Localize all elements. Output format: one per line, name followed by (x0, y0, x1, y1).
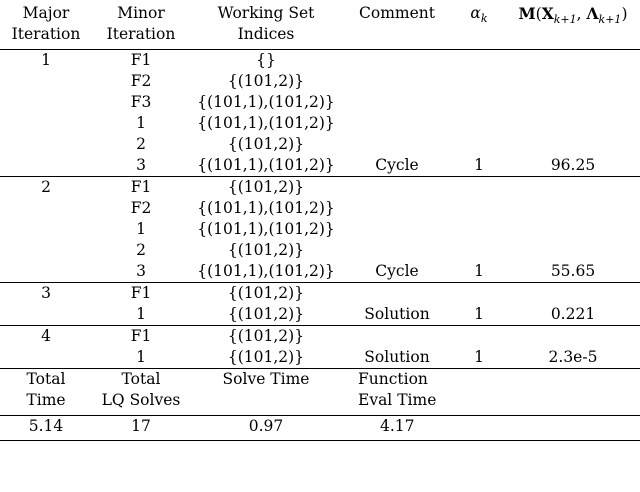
major-cell (0, 155, 92, 177)
major-cell (0, 134, 92, 155)
header-comment: Comment (359, 4, 435, 22)
minor-cell: 1 (136, 348, 146, 366)
alpha-cell (452, 92, 506, 113)
working-set-cell: {(101,1),(101,2)} (197, 93, 335, 111)
working-set-cell: {} (256, 51, 276, 69)
major-cell (0, 347, 92, 369)
major-cell (0, 113, 92, 134)
table-row (0, 134, 640, 155)
comment-cell (342, 71, 452, 92)
alpha-cell (452, 71, 506, 92)
alpha-cell (452, 240, 506, 261)
table-row (0, 155, 640, 177)
table-row (0, 219, 640, 240)
working-set-cell: {(101,1),(101,2)} (197, 199, 335, 217)
working-set-cell: {(101,2)} (227, 178, 305, 196)
table-row (0, 92, 640, 113)
table-body (0, 50, 640, 369)
comment-cell (342, 177, 452, 199)
merit-cell (506, 198, 640, 219)
summary-header-solve-time: Solve Time (222, 370, 310, 388)
alpha-cell: 1 (474, 262, 484, 280)
merit-cell: 0.221 (550, 305, 596, 323)
comment-cell (342, 134, 452, 155)
minor-cell: F1 (130, 178, 152, 196)
comment-cell (342, 326, 452, 348)
comment-cell (342, 240, 452, 261)
alpha-cell (452, 283, 506, 305)
minor-cell: F1 (130, 327, 152, 345)
comment-cell (342, 113, 452, 134)
minor-cell: 3 (136, 262, 146, 280)
summary-header-total-time: Total Time (26, 370, 66, 409)
major-cell (0, 219, 92, 240)
major-cell: 4 (41, 327, 51, 345)
major-cell (0, 92, 92, 113)
summary-header-row (0, 369, 640, 416)
summary-header-lq-solves: Total LQ Solves (101, 370, 181, 409)
header-alpha: $\alpha_k$ (470, 4, 488, 26)
major-cell (0, 261, 92, 283)
minor-cell: 1 (136, 305, 146, 323)
header-merit: $M(X_{k+1}$, $\Lambda_{k+1}$) (518, 4, 628, 27)
table-row (0, 261, 640, 283)
working-set-cell: {(101,2)} (227, 135, 305, 153)
merit-cell (506, 92, 640, 113)
comment-cell: Cycle (375, 156, 419, 174)
major-cell: 1 (41, 51, 51, 69)
alpha-cell: 1 (474, 156, 484, 174)
merit-cell (506, 113, 640, 134)
table-row (0, 71, 640, 92)
alpha-cell (452, 113, 506, 134)
alpha-cell: 1 (474, 348, 484, 366)
table-row (0, 198, 640, 219)
minor-cell: 1 (136, 220, 146, 238)
major-cell (0, 71, 92, 92)
merit-cell (506, 240, 640, 261)
alpha-cell: 1 (474, 305, 484, 323)
working-set-cell: {(101,1),(101,2)} (197, 156, 335, 174)
header-working-set: Working Set Indices (217, 4, 315, 43)
merit-cell (506, 71, 640, 92)
table-row (0, 177, 640, 199)
table-row (0, 326, 640, 348)
merit-cell (506, 219, 640, 240)
comment-cell (342, 50, 452, 72)
minor-cell: F3 (130, 93, 152, 111)
merit-cell: 2.3e-5 (548, 348, 598, 366)
merit-cell (506, 283, 640, 305)
header-minor: Minor Iteration (106, 4, 176, 43)
merit-cell (506, 50, 640, 72)
working-set-cell: {(101,2)} (227, 305, 305, 323)
minor-cell: F2 (130, 199, 152, 217)
alpha-cell (452, 198, 506, 219)
table-header-row (0, 3, 640, 50)
working-set-cell: {(101,2)} (227, 327, 305, 345)
header-major: Major Iteration (11, 4, 81, 43)
comment-cell: Solution (364, 305, 430, 323)
summary-eval-time: 4.17 (380, 417, 415, 435)
working-set-cell: {(101,1),(101,2)} (197, 114, 335, 132)
summary-solve-time: 0.97 (248, 417, 284, 435)
table-row (0, 50, 640, 72)
minor-cell: 3 (136, 156, 146, 174)
comment-cell (342, 219, 452, 240)
table-row (0, 283, 640, 305)
summary-value-row (0, 416, 640, 441)
comment-cell: Solution (364, 348, 430, 366)
comment-cell: Cycle (375, 262, 419, 280)
merit-cell (506, 177, 640, 199)
iteration-table (0, 3, 640, 441)
working-set-cell: {(101,1),(101,2)} (197, 220, 335, 238)
merit-cell (506, 326, 640, 348)
working-set-cell: {(101,2)} (227, 241, 305, 259)
minor-cell: 1 (136, 114, 146, 132)
table-row (0, 304, 640, 326)
table-row (0, 113, 640, 134)
summary-lq-solves: 17 (131, 417, 151, 435)
alpha-cell (452, 219, 506, 240)
summary-total-time: 5.14 (28, 417, 64, 435)
summary-header-function-eval: Function Eval Time (358, 370, 437, 409)
minor-cell: F2 (130, 72, 152, 90)
minor-cell: 2 (136, 241, 146, 259)
major-cell (0, 198, 92, 219)
major-cell: 2 (41, 178, 51, 196)
alpha-cell (452, 50, 506, 72)
working-set-cell: {(101,2)} (227, 284, 305, 302)
major-cell (0, 240, 92, 261)
comment-cell (342, 283, 452, 305)
minor-cell: F1 (130, 284, 152, 302)
alpha-cell (452, 134, 506, 155)
working-set-cell: {(101,2)} (227, 72, 305, 90)
alpha-cell (452, 177, 506, 199)
major-cell (0, 304, 92, 326)
comment-cell (342, 92, 452, 113)
table-row (0, 347, 640, 369)
minor-cell: F1 (130, 51, 152, 69)
comment-cell (342, 198, 452, 219)
working-set-cell: {(101,2)} (227, 348, 305, 366)
working-set-cell: {(101,1),(101,2)} (197, 262, 335, 280)
merit-cell: 55.65 (550, 262, 596, 280)
major-cell: 3 (41, 284, 51, 302)
merit-cell (506, 134, 640, 155)
merit-cell: 96.25 (550, 156, 596, 174)
alpha-cell (452, 326, 506, 348)
minor-cell: 2 (136, 135, 146, 153)
table-row (0, 240, 640, 261)
